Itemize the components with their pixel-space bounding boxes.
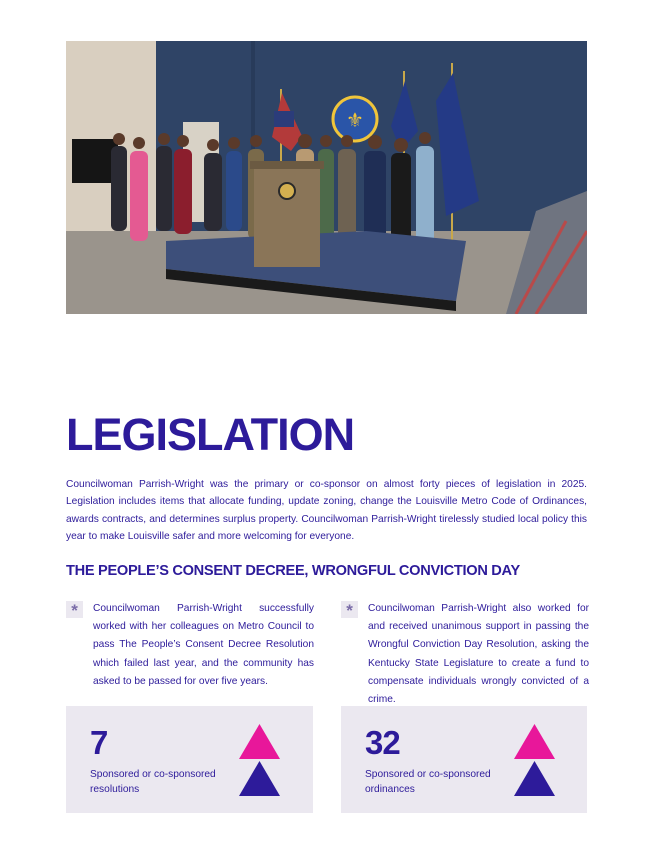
bullet-text: Councilwoman Parrish-Wright successfully worked with her colleagues on Metro Council to pass The People’s Consent Decree Resolution which failed last year, and the community has asked to be passed for over five years. — [93, 603, 314, 687]
bullet-wrongful-conviction — [341, 600, 589, 709]
asterisk-icon: * — [341, 601, 358, 618]
asterisk-icon: * — [66, 601, 83, 618]
stacked-triangles-icon — [239, 724, 280, 796]
bullet-text: Councilwoman Parrish-Wright also worked for and received unanimous support in passing the Wrongful Conviction Day Resolution, asking the Kentucky State Legislature to create a fund to compensate individuals wrongly convicted of a crime. — [368, 603, 589, 706]
section-subheading: THE PEOPLE’S CONSENT DECREE, WRONGFUL CONVICTION DAY — [66, 563, 520, 579]
stat-value: 7 — [90, 724, 108, 761]
bullet-consent-decree — [66, 600, 314, 691]
svg-text:⚜: ⚜ — [346, 108, 364, 132]
stat-card-ordinances — [341, 706, 587, 813]
stat-label: Sponsored or co-sponsored ordinances — [365, 769, 491, 795]
stat-value: 32 — [365, 724, 400, 761]
intro-paragraph: Councilwoman Parrish-Wright was the primary or co-sponsor on almost forty pieces of legislation in 2025. Legislation includes items that allocate funding, update zoning, change the Louisville Metro Code of Ordinances, awards contracts, and determines surplus property. Councilwoman Parrish-Wright tirelessly studied local policy this year to make Louisville safer and more welcoming for everyone. — [66, 479, 587, 543]
page-title: LEGISLATION — [66, 409, 355, 460]
press-conference-photo — [66, 41, 587, 314]
stacked-triangles-icon — [514, 724, 555, 796]
stat-label: Sponsored or co-sponsored resolutions — [90, 769, 216, 795]
stat-card-resolutions — [66, 706, 313, 813]
photo-illustration — [66, 41, 587, 314]
